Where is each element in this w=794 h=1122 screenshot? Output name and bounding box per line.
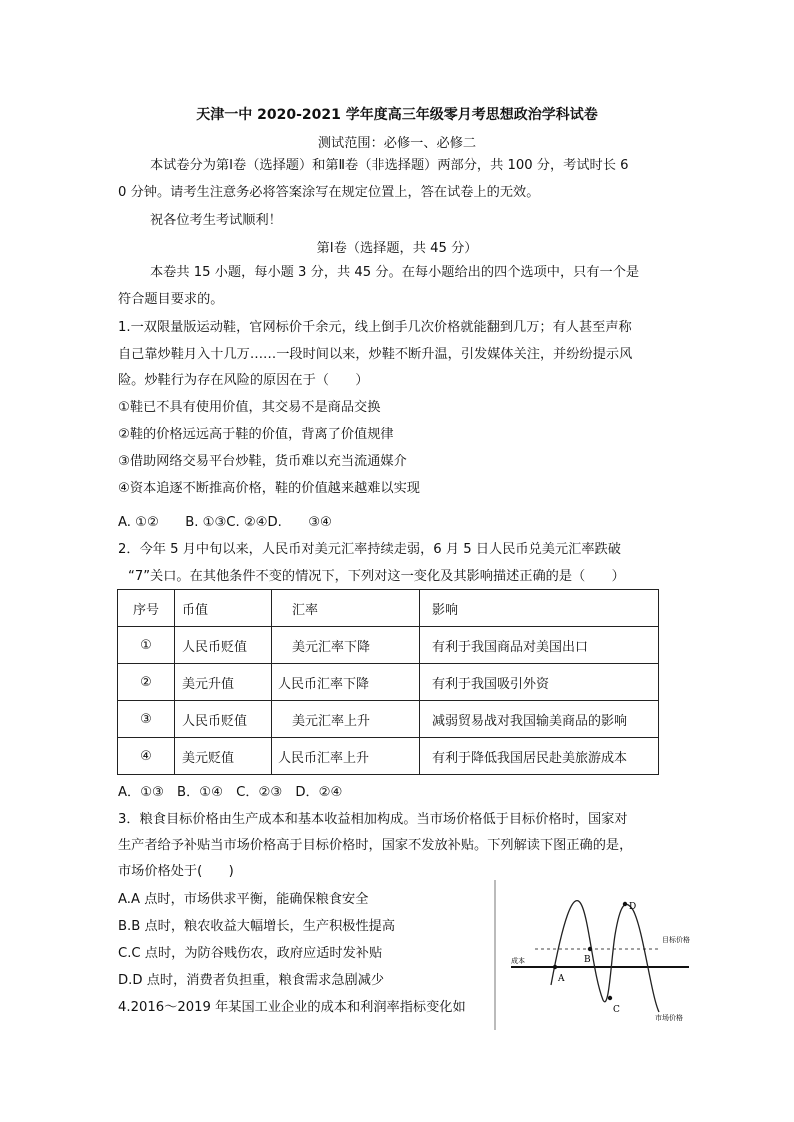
q1-answers: A. ①② B. ①③C. ②④D. ③④ — [118, 515, 332, 530]
table-cell: 人民币汇率下降 — [272, 664, 420, 701]
section-desc-2: 符合题目要求的。 — [118, 292, 224, 307]
table-header-cell: 汇率 — [272, 590, 420, 627]
q3-option-c: C.C 点时，为防谷贱伤农，政府应适时发补贴 — [118, 946, 383, 961]
intro-line-1: 本试卷分为第Ⅰ卷（选择题）和第Ⅱ卷（非选择题）两部分，共 100 分，考试时长 6 — [150, 158, 629, 173]
table-cell: 有利于降低我国居民赴美旅游成本 — [420, 738, 659, 775]
table-cell: 人民币贬值 — [175, 627, 272, 664]
table-cell: ① — [118, 627, 175, 664]
q2-stem-2: “7”关口。在其他条件不变的情况下，下列对这一变化及其影响描述正确的是（ ） — [128, 569, 625, 584]
exchange-rate-table — [117, 589, 659, 775]
table-row — [118, 701, 659, 738]
table-cell: ② — [118, 664, 175, 701]
point-a-label: A — [558, 974, 565, 984]
section-heading: 第Ⅰ卷（选择题，共 45 分） — [316, 241, 478, 256]
market-price-curve — [551, 901, 659, 1012]
q1-stem-3: 险。炒鞋行为存在风险的原因在于（ ） — [118, 373, 369, 388]
table-cell: 减弱贸易战对我国输美商品的影响 — [420, 701, 659, 738]
cost-label: 成本 — [511, 957, 525, 965]
table-header-cell: 币值 — [175, 590, 272, 627]
table-header-row — [118, 590, 659, 627]
table-row — [118, 627, 659, 664]
point-b-marker — [588, 947, 592, 951]
table-cell: 有利于我国吸引外资 — [420, 664, 659, 701]
q1-option-2: ②鞋的价格远远高于鞋的价值，背离了价值规律 — [118, 427, 394, 442]
price-diagram — [493, 880, 698, 1030]
q3-option-b: B.B 点时，粮农收益大幅增长，生产积极性提高 — [118, 919, 396, 934]
table-cell: 美元汇率下降 — [272, 627, 420, 664]
q4-stem-1: 4.2016～2019 年某国工业企业的成本和利润率指标变化如 — [118, 1000, 466, 1015]
point-d-marker — [623, 902, 627, 906]
q3-stem-2: 生产者给予补贴当市场价格高于目标价格时，国家不发放补贴。下列解读下图正确的是， — [118, 838, 633, 853]
intro-line-2: 0 分钟。请考生注意务必将答案涂写在规定位置上，答在试卷上的无效。 — [118, 185, 540, 200]
table-row — [118, 664, 659, 701]
point-c-label: C — [613, 1005, 620, 1015]
table-cell: ④ — [118, 738, 175, 775]
table-cell: 美元贬值 — [175, 738, 272, 775]
q3-option-d: D.D 点时，消费者负担重，粮食需求急剧减少 — [118, 973, 385, 988]
q3-stem-1: 3．粮食目标价格由生产成本和基本收益相加构成。当市场价格低于目标价格时，国家对 — [118, 812, 628, 827]
table-cell: 有利于我国商品对美国出口 — [420, 627, 659, 664]
q1-stem-1: 1.一双限量版运动鞋，官网标价千余元，线上倒手几次价格就能翻到几万；有人甚至声称 — [118, 320, 632, 335]
point-a-marker — [553, 965, 557, 969]
q2-answers: A．①③ B．①④ C．②③ D．②④ — [118, 785, 343, 800]
table-cell: 美元汇率上升 — [272, 701, 420, 738]
q3-option-a: A.A 点时，市场供求平衡，能确保粮食安全 — [118, 892, 369, 907]
table-cell: 人民币贬值 — [175, 701, 272, 738]
table-cell: 美元升值 — [175, 664, 272, 701]
q2-stem-1: 2．今年 5 月中旬以来，人民币对美元汇率持续走弱，6 月 5 日人民币兑美元汇率跌破 — [118, 542, 621, 557]
table-cell: ③ — [118, 701, 175, 738]
exam-title: 天津一中 2020-2021 学年度高三年级零月考思想政治学科试卷 — [196, 107, 598, 123]
section-desc-1: 本卷共 15 小题，每小题 3 分，共 45 分。在每小题给出的四个选项中，只有一个是 — [150, 265, 640, 280]
table-header-cell: 序号 — [118, 590, 175, 627]
table-header-cell: 影响 — [420, 590, 659, 627]
table-row — [118, 738, 659, 775]
intro-wish: 祝各位考生考试顺利！ — [150, 213, 282, 228]
q1-option-1: ①鞋已不具有使用价值，其交易不是商品交换 — [118, 400, 381, 415]
exam-scope: 测试范围：必修一、必修二 — [317, 136, 477, 151]
target-price-label: 目标价格 — [662, 936, 690, 944]
table-cell: 人民币汇率上升 — [272, 738, 420, 775]
q1-option-3: ③借助网络交易平台炒鞋，货币难以充当流通媒介 — [118, 454, 407, 469]
q1-option-4: ④资本追逐不断推高价格，鞋的价值越来越难以实现 — [118, 481, 420, 496]
point-d-label: D — [629, 902, 637, 912]
point-b-label: B — [584, 955, 591, 965]
point-c-marker — [608, 996, 612, 1000]
market-price-label: 市场价格 — [655, 1014, 683, 1022]
q3-stem-3: 市场价格处于( ) — [118, 864, 234, 879]
q1-stem-2: 自己靠炒鞋月入十几万……一段时间以来，炒鞋不断升温，引发媒体关注，并纷纷提示风 — [118, 347, 633, 362]
